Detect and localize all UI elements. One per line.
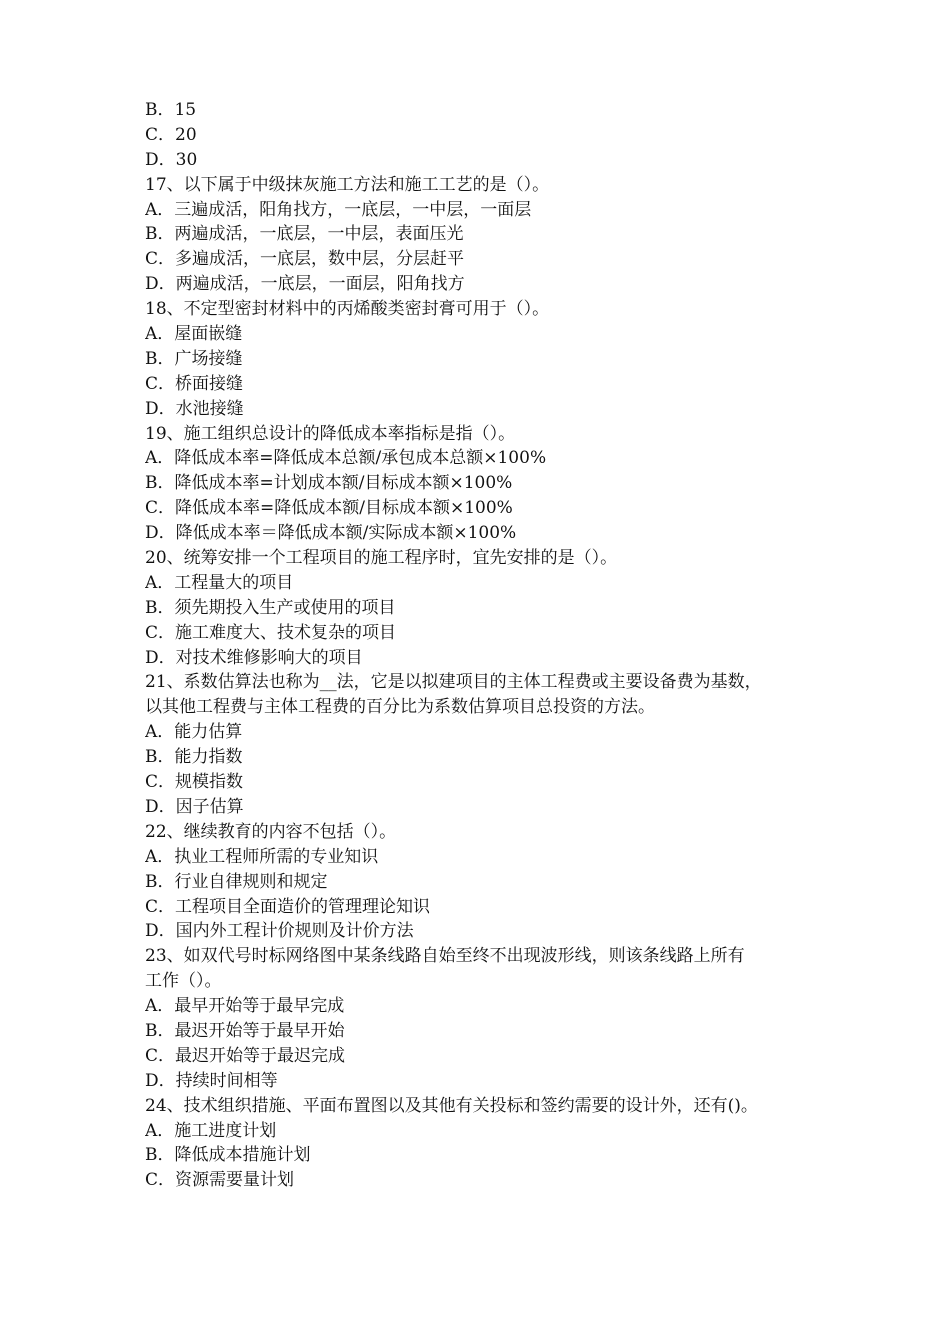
option-line: C．工程项目全面造价的管理理论知识 xyxy=(145,896,431,917)
option-line: D．对技术维修影响大的项目 xyxy=(145,647,363,668)
question-24: 24、技术组织措施、平面布置图以及其他有关投标和签约需要的设计外，还有()。 xyxy=(145,1095,758,1116)
option-line: C．桥面接缝 xyxy=(145,373,244,394)
option-line: B．两遍成活，一底层，一中层，表面压光 xyxy=(145,224,464,245)
option-line: C．20 xyxy=(145,124,197,145)
option-line: C．降低成本率=降低成本额/目标成本额×100% xyxy=(145,498,513,519)
option-line: C．规模指数 xyxy=(145,772,244,793)
option-line: D．降低成本率＝降低成本额/实际成本额×100% xyxy=(145,523,517,544)
option-line: A．降低成本率=降低成本总额/承包成本总额×100% xyxy=(145,448,547,469)
option-line: B．降低成本措施计划 xyxy=(145,1145,311,1166)
question-20: 20、统筹安排一个工程项目的施工程序时，宜先安排的是（）。 xyxy=(145,548,618,569)
question-19: 19、施工组织总设计的降低成本率指标是指（）。 xyxy=(145,423,516,444)
question-23: 23、如双代号时标网络图中某条线路自始至终不出现波形线，则该条线路上所有 xyxy=(145,946,745,967)
option-line: A．三遍成活，阳角找方，一底层，一中层，一面层 xyxy=(145,199,532,220)
question-23-continued: 工作（）。 xyxy=(145,971,222,992)
option-line: B．15 xyxy=(145,100,197,120)
document-page xyxy=(145,98,810,1193)
option-line: B．降低成本率=计划成本额/目标成本额×100% xyxy=(145,473,513,494)
question-17: 17、以下属于中级抹灰施工方法和施工工艺的是（）。 xyxy=(145,174,550,195)
option-line: A．施工进度计划 xyxy=(145,1120,277,1141)
option-line: B．广场接缝 xyxy=(145,348,243,369)
option-line: D．水池接缝 xyxy=(145,398,244,419)
question-21: 21、系数估算法也称为__法，它是以拟建项目的主体工程费或主要设备费为基数， xyxy=(145,672,762,693)
option-line: B．须先期投入生产或使用的项目 xyxy=(145,597,396,618)
option-line: C．最迟开始等于最迟完成 xyxy=(145,1045,346,1066)
option-line: B．行业自律规则和规定 xyxy=(145,871,328,892)
option-line: A．屋面嵌缝 xyxy=(145,324,243,345)
option-line: C．资源需要量计划 xyxy=(145,1170,295,1191)
question-18: 18、不定型密封材料中的丙烯酸类密封膏可用于（）。 xyxy=(145,299,550,320)
option-line: A．执业工程师所需的专业知识 xyxy=(145,846,379,867)
option-line: C．施工难度大、技术复杂的项目 xyxy=(145,622,397,643)
option-line: B．最迟开始等于最早开始 xyxy=(145,1020,345,1041)
option-line: C．多遍成活，一底层，数中层，分层赶平 xyxy=(145,249,465,270)
option-line: B．能力指数 xyxy=(145,747,243,768)
question-22: 22、继续教育的内容不包括（）。 xyxy=(145,821,397,842)
option-line: D．两遍成活，一底层，一面层，阳角找方 xyxy=(145,274,465,295)
option-line: A．最早开始等于最早完成 xyxy=(145,996,345,1017)
option-line: D．持续时间相等 xyxy=(145,1070,278,1091)
question-21-continued: 以其他工程费与主体工程费的百分比为系数估算项目总投资的方法。 xyxy=(145,697,655,718)
option-line: A．能力估算 xyxy=(145,722,243,743)
option-line: D．30 xyxy=(145,149,198,170)
option-line: A．工程量大的项目 xyxy=(145,572,294,593)
option-line: D．因子估算 xyxy=(145,796,244,817)
option-line: D．国内外工程计价规则及计价方法 xyxy=(145,921,414,942)
